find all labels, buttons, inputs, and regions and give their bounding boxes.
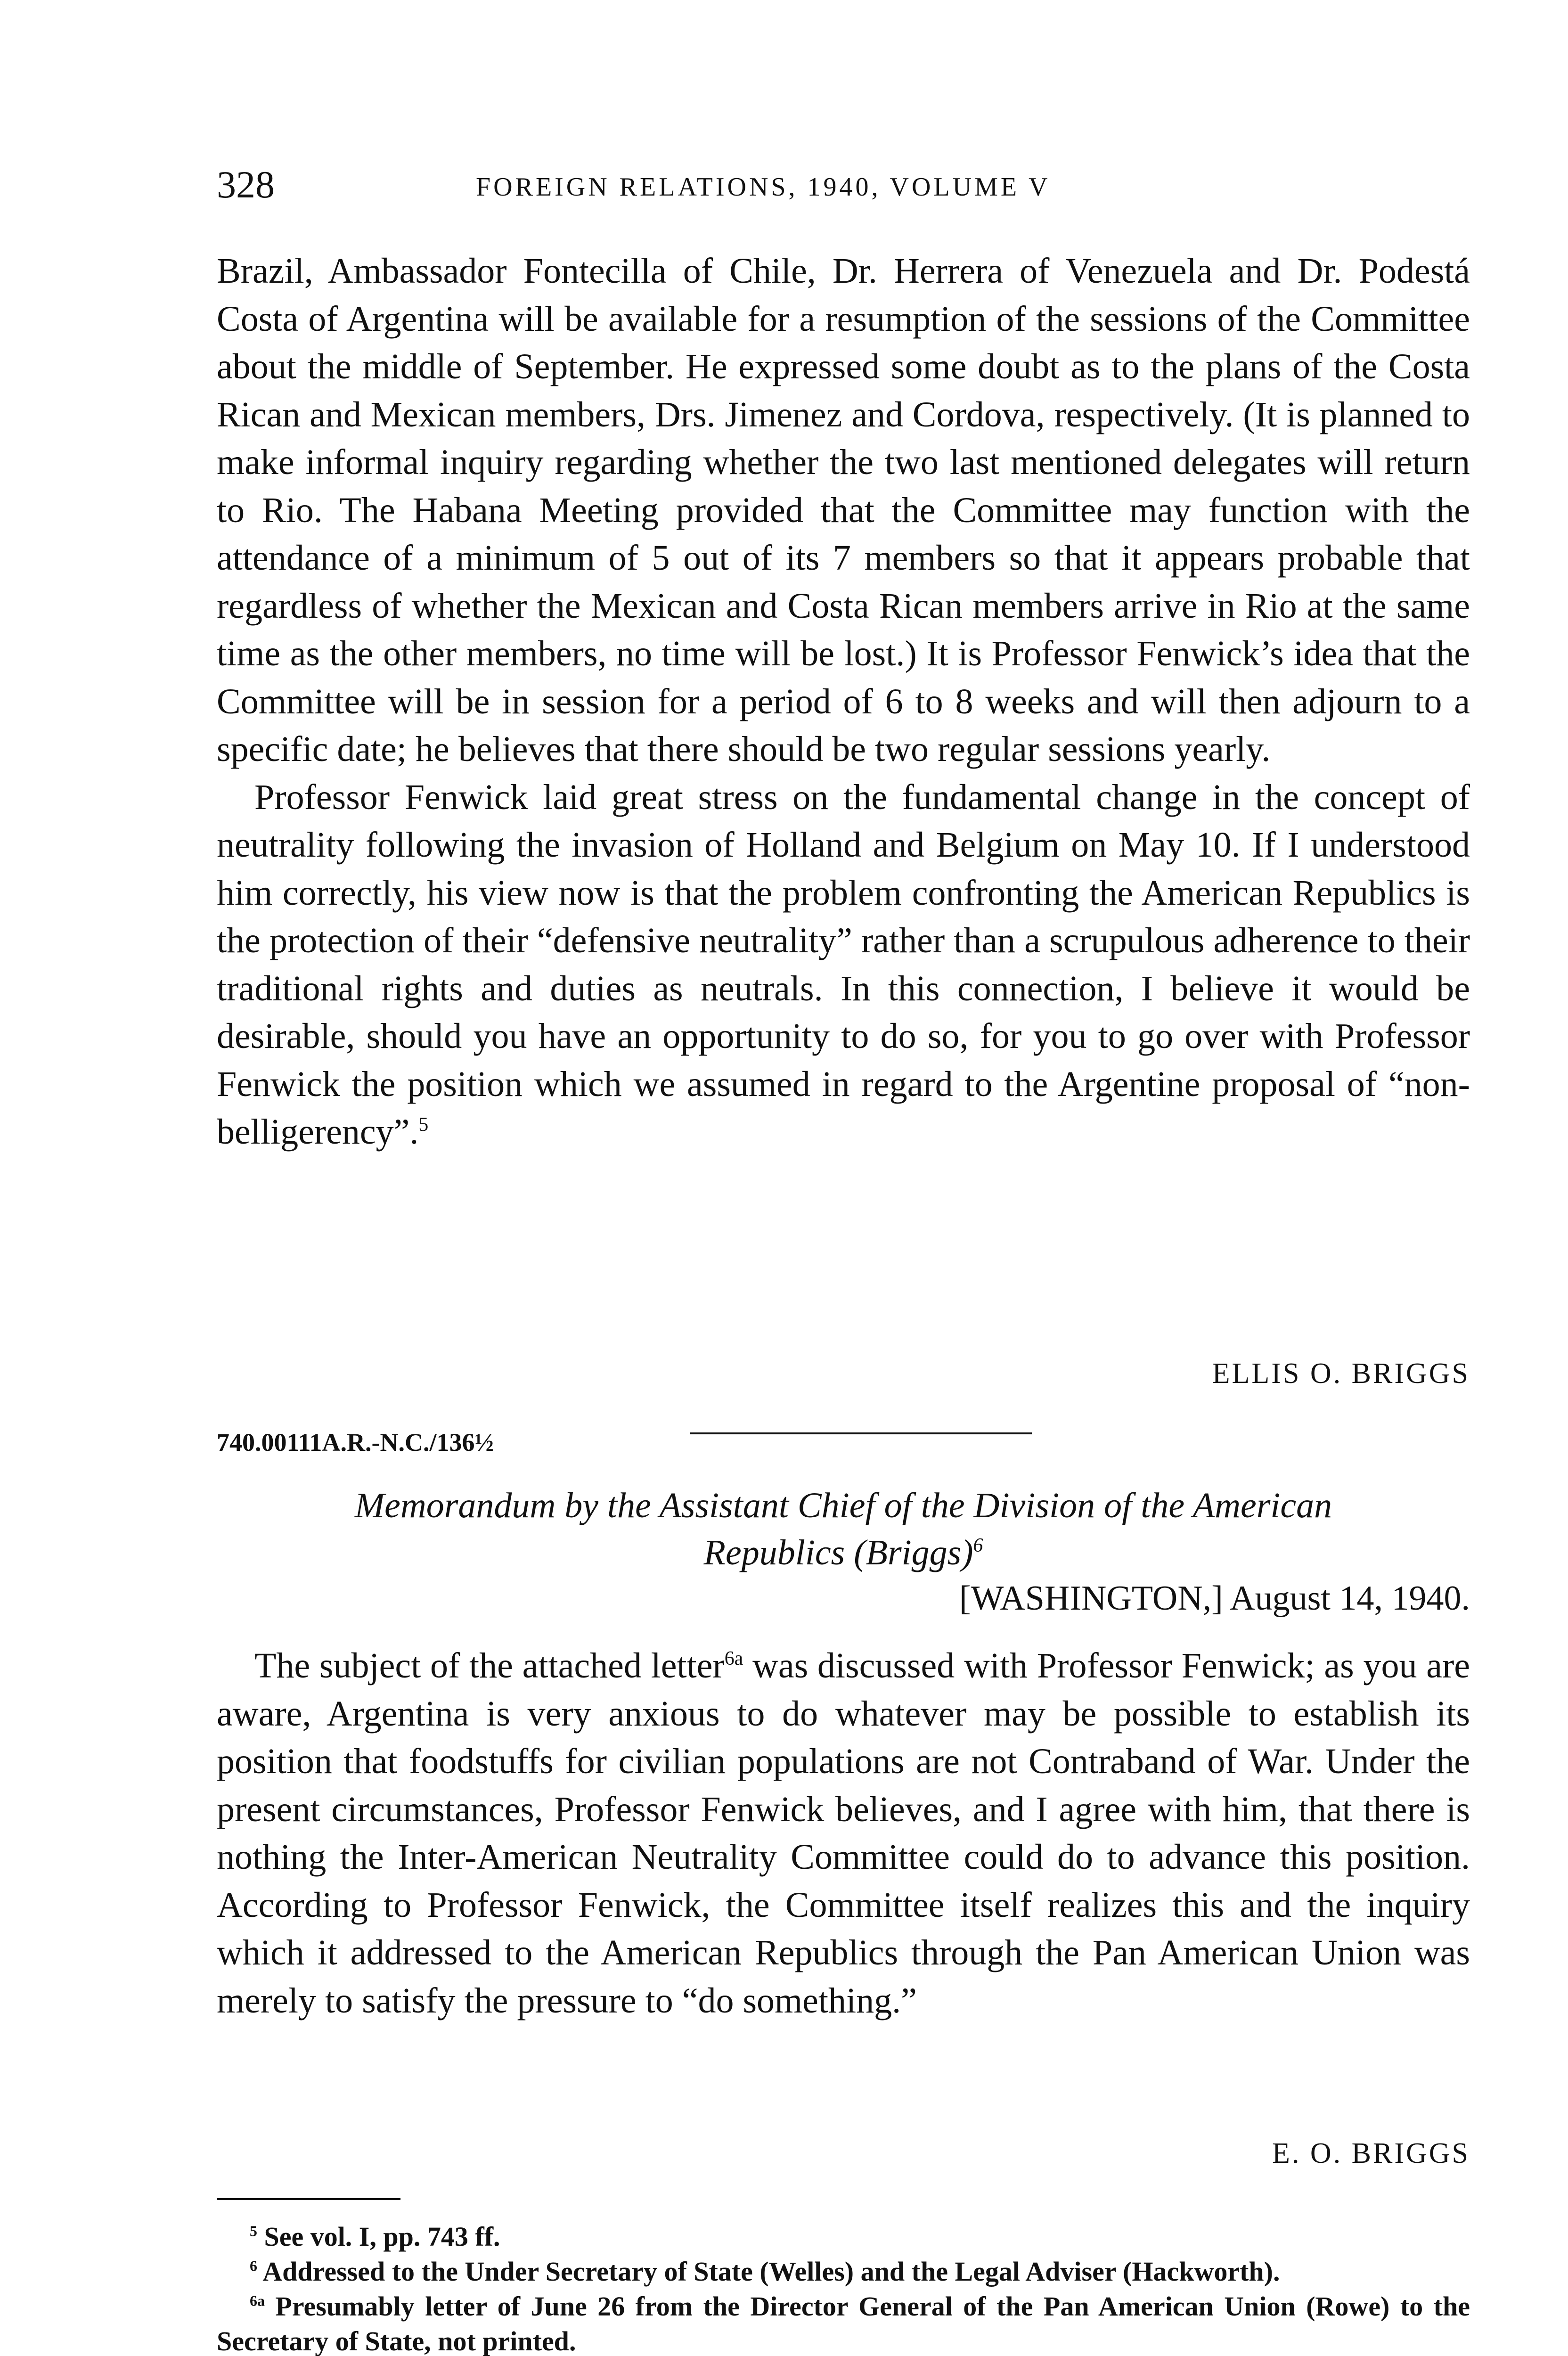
paragraph: Brazil, Ambassador Fontecilla of Chile, Dr. Herrera of Venezuela and Dr. Podestá Costa of Argentina will be available for a resumption of the sessions of the Committee about the middle of September. He expressed some doubt as to the plans of the Costa Rican and Mexican members, Drs. Jimenez and Cordova, respectively. (It is planned to make informal inquiry regarding whether the two last mentioned delegates will return to Rio. The Habana Meeting provided that the Committee may function with the attendance of a minimum of 5 out of its 7 members so that it appears probable that regardless of whether the Mexican and Costa Rican members arrive in Rio at the same time as the other members, no time will be lost.) It is Professor Fenwick’s idea that the Committee will be in session for a period of 6 to 8 weeks and will then adjourn to a specific date; he believes that there should be two regular sessions yearly.	[217, 251, 1470, 769]
paragraph-text: The subject of the attached letter	[254, 1646, 725, 1685]
running-head	[217, 163, 1470, 214]
running-head-title: FOREIGN RELATIONS, 1940, VOLUME V	[476, 172, 1051, 202]
file-number: 740.00111A.R.-N.C./136½	[217, 1428, 494, 1456]
page-number: 328	[217, 163, 275, 206]
footnote-text: Presumably letter of June 26 from the Director General of the Pan American Union (Rowe) to the Secretary of State, not printed.	[217, 2291, 1470, 2356]
footnote-ref: 6	[973, 1534, 983, 1556]
footnote-text: See vol. I, pp. 743 ff.	[264, 2221, 500, 2252]
paragraph-text: Professor Fenwick laid great stress on the fundamental change in the concept of neutrality following the invasion of Holland and Belgium on May 10. If I understood him correctly, his view now is that the problem confronting the American Republics is the protection of their “defensive neutrality” rather than a scrupulous adherence to their traditional rights and duties as neutrals. In this connection, I believe it would be desirable, should you have an opportunity to do so, for you to go over with Professor Fenwick the position which we assumed in regard to the Argentine proposal of “non-belligerency”.	[217, 777, 1470, 1152]
footnote-mark: 6a	[250, 2292, 265, 2309]
document-title-text: Republics (Briggs)	[703, 1533, 973, 1572]
footnote	[217, 2219, 1470, 2254]
footnote	[217, 2254, 1470, 2289]
memo-body	[217, 1642, 1470, 2025]
footnote	[217, 2289, 1470, 2356]
document-title-line: Memorandum by the Assistant Chief of the Division of the American	[354, 1486, 1332, 1525]
document-title	[217, 1482, 1470, 1576]
footnote-text: Addressed to the Under Secretary of State (Welles) and the Legal Adviser (Hackworth).	[262, 2256, 1280, 2287]
footnote-rule	[217, 2198, 400, 2200]
footnote-ref: 6a	[724, 1647, 743, 1669]
paragraph	[217, 1642, 1470, 2025]
paragraph-text: was discussed with Professor Fenwick; as you are aware, Argentina is very anxious to do whatever may be possible to establish its position that foodstuffs for civilian populations are not Contraband of War. Under the present circumstances, Professor Fenwick believes, and I agree with him, that there is nothing the Inter-American Neutrality Committee could do to advance this position. According to Professor Fenwick, the Committee itself realizes this and the inquiry which it addressed to the American Republics through the Pan American Union was merely to satisfy the pressure to “do something.”	[217, 1646, 1470, 2021]
document-page	[217, 0, 1470, 2356]
footnote-mark: 5	[250, 2223, 257, 2240]
signature: ELLIS O. BRIGGS	[1212, 1358, 1470, 1390]
footnotes	[217, 2219, 1470, 2356]
dateline: [WASHINGTON,] August 14, 1940.	[959, 1579, 1470, 1618]
document-title-line	[217, 1529, 1470, 1576]
footnote-ref: 5	[418, 1113, 429, 1136]
signature: E. O. BRIGGS	[1272, 2137, 1470, 2169]
paragraph	[217, 774, 1470, 1156]
footnote-mark: 6	[250, 2258, 257, 2274]
divider	[690, 1432, 1032, 1434]
continued-text	[217, 247, 1470, 1156]
